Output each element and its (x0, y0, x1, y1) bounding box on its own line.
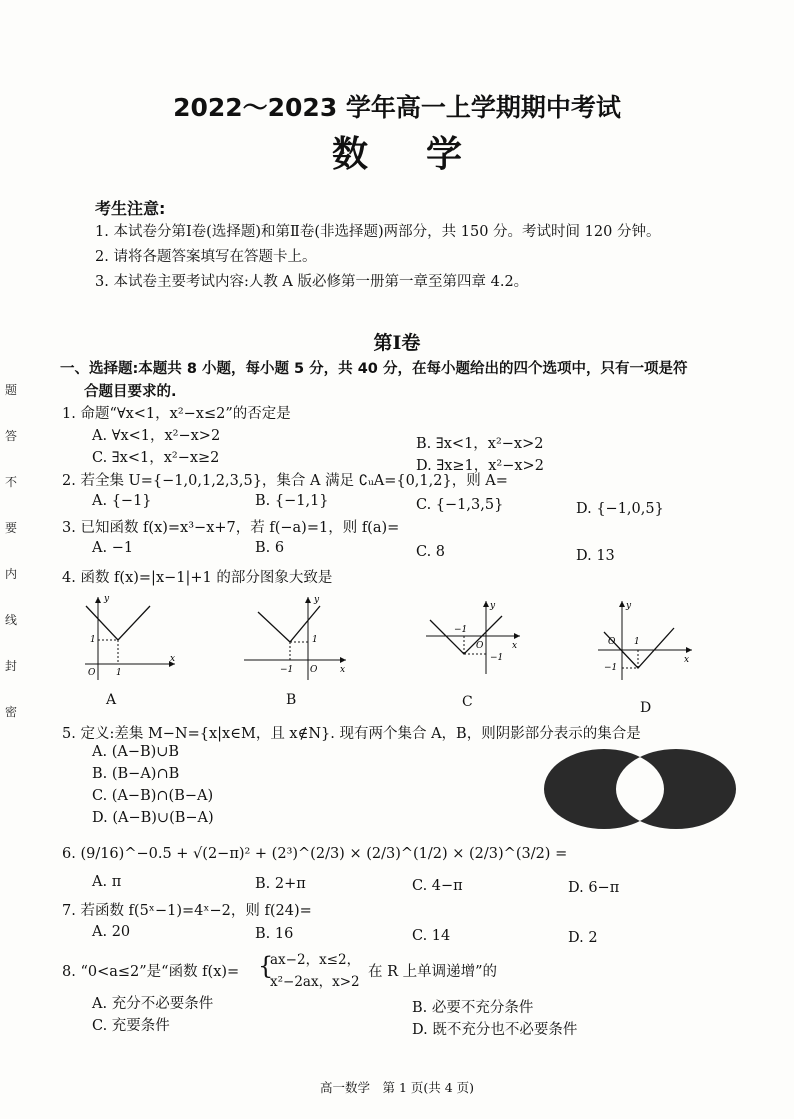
q6-option-a: A. π (92, 874, 122, 890)
q5-stem: 5. 定义:差集 M−N={x|x∈M，且 x∉N}. 现有两个集合 A，B，则阴影部分表示的集合是 (62, 726, 641, 742)
q8-option-b: B. 必要不充分条件 (412, 1000, 534, 1016)
q3-option-a: A. −1 (92, 540, 134, 556)
q4-stem: 4. 函数 f(x)=|x−1|+1 的部分图象大致是 (62, 570, 333, 586)
q4-graph-label-d: D (640, 700, 652, 716)
svg-text:1: 1 (116, 668, 122, 678)
q2-option-c: C. {−1,3,5} (416, 497, 504, 513)
q7-option-d: D. 2 (568, 930, 598, 946)
q1-option-b: B. ∃x<1，x²−x>2 (416, 436, 544, 452)
margin-char: 要 (4, 521, 17, 535)
q2-stem: 2. 若全集 U={−1,0,1,2,3,5}，集合 A 满足 ∁ᵤA={0,1,2}，则 A= (62, 473, 508, 489)
svg-text:1: 1 (634, 637, 640, 647)
q4-graph-label-b: B (286, 692, 297, 708)
q7-stem: 7. 若函数 f(5ˣ−1)=4ˣ−2，则 f(24)= (62, 903, 312, 919)
q5-option-c: C. (A−B)∩(B−A) (92, 788, 214, 804)
q7-option-b: B. 16 (255, 926, 294, 942)
svg-text:x: x (170, 654, 176, 664)
q4-graph-b (242, 592, 352, 682)
q1-option-a: A. ∀x<1，x²−x>2 (92, 428, 221, 444)
q8-stem-post: 在 R 上单调递增”的 (368, 964, 498, 980)
q7-option-a: A. 20 (92, 924, 131, 940)
q4-graph-label-c: C (462, 694, 473, 710)
q6-option-b: B. 2+π (255, 876, 306, 892)
svg-text:y: y (490, 601, 496, 611)
q8-case-1: ax−2，x≤2， (270, 952, 361, 968)
svg-text:O: O (608, 637, 616, 647)
q6-stem: 6. (9/16)^−0.5 + √(2−π)² + (2³)^(2/3) × (2/3)^(1/2) × (2/3)^(3/2) = (62, 846, 568, 862)
q2-option-d: D. {−1,0,5} (576, 501, 664, 517)
svg-text:−1: −1 (604, 663, 618, 673)
q1-option-c: C. ∃x<1，x²−x≥2 (92, 450, 220, 466)
svg-text:O: O (310, 665, 318, 675)
notice-item: 3. 本试卷主要考试内容:人教 A 版必修第一册第一章至第四章 4.2。 (95, 274, 529, 290)
section-title: 第Ⅰ卷 (373, 332, 421, 354)
q4-graph-d (596, 598, 696, 682)
notice-item: 1. 本试卷分第Ⅰ卷(选择题)和第Ⅱ卷(非选择题)两部分，共 150 分。考试时间 120 分钟。 (95, 224, 661, 240)
svg-text:1: 1 (90, 635, 96, 645)
page-footer: 高一数学 第 1 页(共 4 页) (319, 1080, 475, 1095)
q8-option-c: C. 充要条件 (92, 1018, 170, 1034)
exam-title: 2022～2023 学年高一上学期期中考试 (173, 93, 621, 122)
margin-char: 不 (4, 475, 17, 489)
svg-text:y: y (314, 595, 320, 605)
svg-text:x: x (684, 655, 690, 665)
margin-char: 封 (4, 659, 17, 673)
q1-option-d: D. ∃x≥1，x²−x>2 (416, 458, 544, 474)
svg-text:y: y (626, 601, 632, 611)
margin-char: 密 (4, 705, 17, 719)
svg-text:O: O (476, 641, 484, 651)
q5-option-a: A. (A−B)∪B (92, 744, 180, 760)
q7-option-c: C. 14 (412, 928, 451, 944)
q8-case-2: x²−2ax，x>2 (270, 974, 360, 990)
svg-text:O: O (88, 668, 96, 678)
q8-option-a: A. 充分不必要条件 (92, 996, 214, 1012)
svg-text:x: x (512, 641, 518, 651)
svg-text:−1: −1 (454, 625, 468, 635)
q4-graph-label-a: A (106, 692, 117, 708)
part-header-line2: 合题目要求的. (84, 384, 177, 400)
svg-text:1: 1 (312, 635, 318, 645)
q8-brace: { (258, 952, 274, 980)
margin-char: 答 (4, 429, 17, 443)
q3-option-c: C. 8 (416, 544, 446, 560)
q4-graph-a (80, 592, 180, 682)
svg-text:y: y (104, 594, 110, 604)
margin-char: 线 (4, 613, 17, 627)
q8-stem-pre: 8. “0<a≤2”是“函数 f(x)= (62, 964, 240, 980)
q5-venn-diagram (540, 744, 740, 834)
svg-text:x: x (340, 665, 346, 675)
q3-option-d: D. 13 (576, 548, 615, 564)
q6-option-c: C. 4−π (412, 878, 463, 894)
q3-option-b: B. 6 (255, 540, 285, 556)
svg-text:−1: −1 (490, 653, 504, 663)
margin-char: 题 (4, 383, 17, 397)
part-header-line1: 一、选择题:本题共 8 小题，每小题 5 分，共 40 分，在每小题给出的四个选项中，只有一项是符 (60, 361, 688, 377)
q1-stem: 1. 命题“∀x<1，x²−x≤2”的否定是 (62, 406, 291, 422)
q8-option-d: D. 既不充分也不必要条件 (412, 1022, 578, 1038)
q4-graph-c (424, 598, 524, 678)
subject-title: 数学 (331, 134, 520, 175)
margin-char: 内 (4, 567, 17, 581)
notice-item: 2. 请将各题答案填写在答题卡上。 (95, 249, 317, 265)
q2-option-a: A. {−1} (92, 493, 152, 509)
q5-option-b: B. (B−A)∩B (92, 766, 180, 782)
q6-option-d: D. 6−π (568, 880, 620, 896)
q3-stem: 3. 已知函数 f(x)=x³−x+7，若 f(−a)=1，则 f(a)= (62, 520, 400, 536)
q5-option-d: D. (A−B)∪(B−A) (92, 810, 214, 826)
notice-heading: 考生注意: (95, 199, 166, 218)
q2-option-b: B. {−1,1} (255, 493, 329, 509)
binding-margin-text (4, 380, 18, 722)
svg-text:−1: −1 (280, 665, 294, 675)
